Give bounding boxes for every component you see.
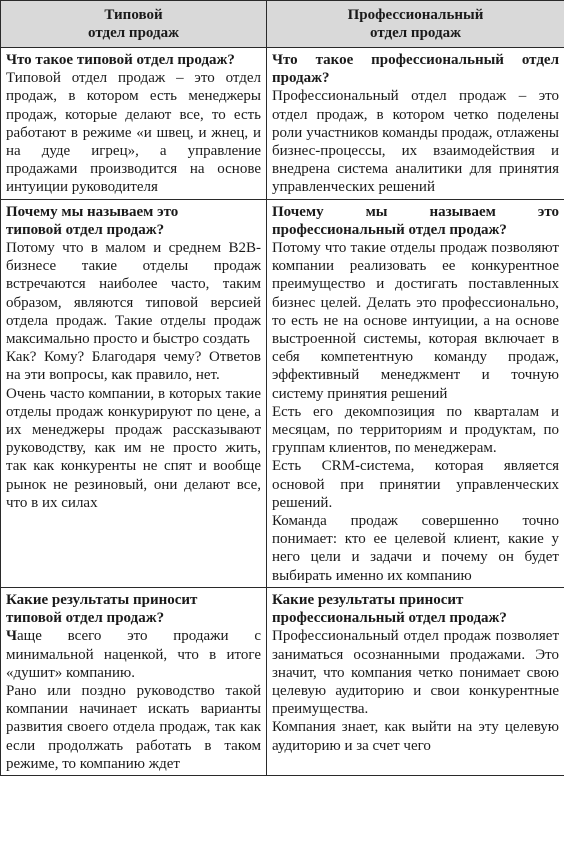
question-heading: Что такое профессиональный отдел продаж? (272, 52, 559, 87)
question-heading: Почему мы называем это профессиональный отдел продаж? (272, 203, 559, 238)
drop-letter: Ч (6, 628, 18, 645)
answer-paragraph: Профессиональный отдел продаж позволяет заниматься осознанными продажами. Это значит, что компания четко понимает свою целевую аудиторию и свои конкурентные преимущества. (272, 628, 559, 718)
question-heading: Что такое типовой отдел продаж? (6, 52, 235, 68)
table-row (1, 48, 564, 200)
question-heading: Какие результаты приносит профессиональный отдел продаж? (272, 591, 507, 627)
header-typical-sales-dept (1, 1, 267, 48)
question-heading: Какие результаты приносит типовой отдел продаж? (6, 591, 198, 627)
answer-paragraph: Очень часто компании, в которых такие отделы продаж конкурируют по цене, а их менеджеры продаж рассказывают руководству, как им не просто жить, так как конкуренты не спят и вообще рынок не резиновый, они делают все, что в их силах (6, 385, 261, 511)
answer-paragraph: Есть CRM-система, которая является основой при принятии управленческих решений. (272, 458, 559, 511)
answer-paragraph: Есть его декомпозиция по кварталам и месяцам, по территориям и продуктам, по группам клиентов, по менеджерам. (272, 403, 559, 457)
answer-text: аще всего это продажи с минимальной наценкой, что в итоге «душит» компанию. (6, 628, 261, 681)
answer-paragraph: Потому что такие отделы продаж позволяют компании реализовать ее конкурентное преимущество и достигать поставленных бизнес целей. Делать это профессионально, то есть не на основе интуиции, а на основе выстроенной системы, которая включает в себя компетентную команду продаж, эффективный менеджмент и точную систему принятия решений (272, 240, 559, 402)
header-professional-sales-dept (267, 1, 564, 48)
answer-paragraph: Потому что в малом и среднем B2B-бизнесе такие отделы продаж встречаются наиболее часто, таким образом, являются типовой версией отдела продаж. Такие отделы продаж максимально просто и быстро создать (6, 240, 261, 348)
cell-typical-definition (1, 48, 267, 200)
cell-professional-why (267, 199, 564, 587)
header-col1-text: Типовой отдел продаж (88, 7, 179, 41)
answer-paragraph: Команда продаж совершенно точно понимает: кто ее целевой клиент, какие у него цели и задачи и почему он будет выбирать именно их компанию (272, 513, 559, 584)
cell-typical-results (1, 587, 267, 775)
answer-paragraph: Рано или поздно руководство такой компании начинает искать варианты развития своего отдела продаж, так как если продолжать работать в таком режиме, то компанию ждет (6, 682, 261, 772)
cell-professional-results (267, 587, 564, 775)
answer-paragraph: Компания знает, как выйти на эту целевую аудиторию и за счет чего (272, 719, 559, 754)
cell-professional-definition (267, 48, 564, 200)
answer-paragraph: Профессиональный отдел продаж – это отдел продаж, в котором четко поделены роли участников команды продаж, отлажены бизнес-процессы, их взаимодействия и внедрена система аналитики для принятия управленческих решений (272, 88, 559, 196)
header-col2-text: Профессиональный отдел продаж (347, 7, 484, 41)
table-row (1, 199, 564, 587)
answer-paragraph (6, 627, 261, 682)
table-row (1, 587, 564, 775)
answer-paragraph: Как? Кому? Благодаря чему? Ответов на эти вопросы, как правило, нет. (6, 349, 261, 384)
question-heading: Почему мы называем это типовой отдел продаж? (6, 203, 179, 238)
answer-paragraph: Типовой отдел продаж – это отдел продаж, в котором есть менеджеры продаж, которые делают все, то есть работают в режиме «и швец, и жнец, и на дуде игрец», а управление продажами производится на основе интуиции руководителя (6, 70, 261, 196)
cell-typical-why (1, 199, 267, 587)
table-header-row (1, 1, 564, 48)
